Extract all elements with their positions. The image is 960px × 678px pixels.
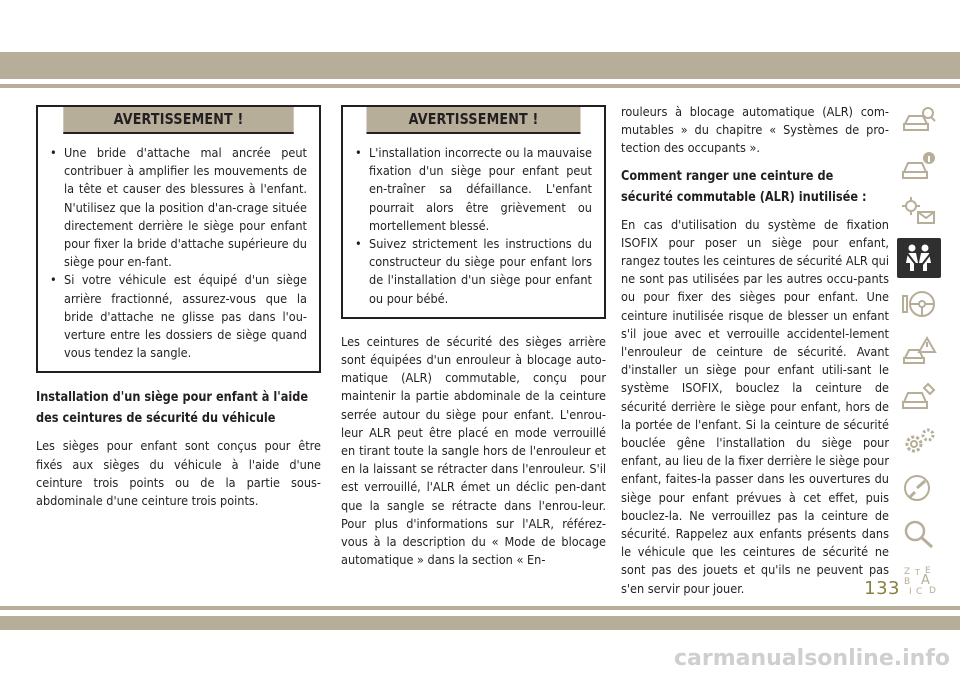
chapter-sidebar — [897, 100, 947, 606]
warning-item: • L'installation incorrecte ou la mauvaise fixation d'un siège pour enfant peut en-traîner sa défaillance. L'enfant pourrait alors être grièvement ou mortellement blessé. — [355, 144, 592, 235]
car-service-icon[interactable] — [897, 376, 941, 416]
warning-item: • Si votre véhicule est équipé d'un siège arrière fractionné, assurez-vous que la bride d'attache ne glisse pas dans l'ou-verture entre les dossiers de siège quand vous tendez la sangle. — [50, 271, 307, 362]
index-letter: Z — [904, 567, 911, 577]
body-paragraph: Les ceintures de sécurité des sièges arrière sont équipées d'un enrouleur à blocage auto-matique (ALR) commutable, conçu pour maintenir la partie abdominale de la ceinture serrée autour du siège pour enfant. L'enrou-leur ALR peut être placé en mode verrouillé en tirant toute la sangle hors de l'enrouleur et en la laissant se rétracter dans l'enrouleur. S'il est verrouillé, l'ALR émet un déclic pen-dant que la sangle se rétracte dans l'enrou-leur. Pour plus d'informations sur l'ALR, référez-vous à la description du « Mode de blocage automatique » dans la section « En- — [341, 333, 606, 568]
warning-list — [50, 144, 307, 362]
index-letter: D — [929, 586, 936, 596]
index-letter: B — [904, 577, 911, 587]
warning-box-2 — [341, 105, 606, 319]
language-index-icon[interactable] — [897, 560, 941, 600]
body-paragraph: Les sièges pour enfant sont conçus pour être fixés aux sièges du véhicule à l'aide d'une ceinture trois points ou de la partie sous-abdominale d'une ceinture trois points. — [36, 438, 321, 509]
car-info-icon[interactable] — [897, 146, 941, 186]
gears-icon[interactable] — [897, 422, 941, 462]
warning-box-1 — [36, 105, 321, 373]
body-paragraph: En cas d'utilisation du système de fixation ISOFIX pour poser un siège pour enfant, rangez toutes les ceintures de sécurité ALR qui ne sont pas utilisées par les autres occu-pants ou pour fixer des sièges pour enfant. Une ceinture inutilisée risque de blesser un enfant s'il joue avec et verrouille accidentel-lement l'enrouleur de ceinture de sécurité. Avant d'installer un siège pour enfant utili-sant le système ISOFIX, bouclez la ceinture de sécurité derrière le siège pour enfant, hors de la portée de l'enfant. Si la ceinture de sécurité bouclée gêne l'installation du siège pour enfant, au lieu de la fixer derrière le siège pour enfant, faites-la passer dans les ouvertures du siège pour enfant prévues à cet effet, puis bouclez-la. Ne verrouillez pas la ceinture de sécurité. Rappelez aux enfants présents dans le véhicule que les ceintures de sécurité ne sont pas des jouets et qu'ils ne peuvent pas s'en servir pour jouer. — [621, 216, 889, 596]
watermark: carmanualsonline.info — [674, 646, 950, 671]
page-number: 133 — [864, 578, 900, 599]
warning-item: • Une bride d'attache mal ancrée peut contribuer à amplifier les mouvements de la tête et causer des blessures à l'enfant. N'utilisez que la position d'an-crage située directement derrière le siège pour enfant pour fixer la bride d'attache supérieure du siège pour en-fant. — [50, 144, 307, 271]
car-search-icon[interactable] — [897, 100, 941, 140]
column-3 — [621, 103, 889, 606]
index-letter: A — [921, 573, 930, 588]
warning-triangle-icon[interactable] — [897, 330, 941, 370]
section-heading: Installation d'un siège pour enfant à l'aide des ceintures de sécurité du véhicule — [36, 390, 309, 427]
warning-item: • Suivez strictement les instructions du constructeur du siège pour enfant lors de l'installation d'un siège pour enfant ou pour bébé. — [355, 235, 592, 308]
warning-list — [355, 144, 592, 308]
index-letter: C — [916, 587, 923, 596]
warning-lights-icon[interactable] — [897, 192, 941, 232]
seatbelt-airbag-icon[interactable] — [897, 238, 941, 278]
header-band — [0, 52, 960, 79]
footer-band — [0, 616, 960, 630]
section-heading: Comment ranger une ceinture de sécurité commutable (ALR) inutilisée : — [621, 168, 867, 205]
steering-wheel-icon[interactable] — [897, 284, 941, 324]
wrench-gauge-icon[interactable] — [897, 468, 941, 508]
index-letter: T — [915, 568, 920, 577]
warning-title: AVERTISSEMENT ! — [63, 107, 293, 134]
column-1 — [36, 105, 321, 518]
index-letter: E — [925, 566, 931, 576]
warning-title: AVERTISSEMENT ! — [366, 107, 580, 134]
header-rule — [0, 84, 960, 88]
magnifier-icon[interactable] — [897, 514, 941, 554]
index-letter: I — [909, 587, 912, 596]
column-2 — [341, 105, 606, 577]
body-paragraph-continued: rouleurs à blocage automatique (ALR) com-mutables » du chapitre « Systèmes de pro-tection des occupants ». — [621, 104, 889, 156]
footer-rule — [0, 606, 960, 610]
